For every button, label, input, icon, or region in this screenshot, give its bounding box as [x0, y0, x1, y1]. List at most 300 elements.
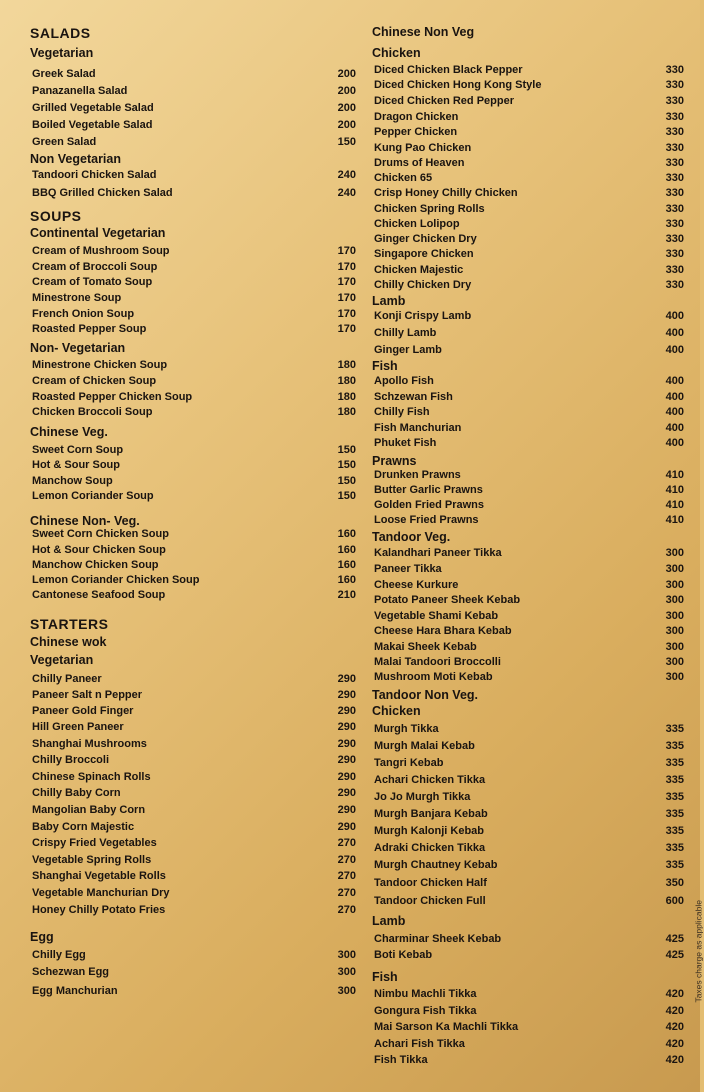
menu-item-sweet-corn-soup — [24, 442, 364, 458]
item-name: Sweet Corn Soup — [32, 444, 124, 456]
item-name: Murgh Tikka — [374, 723, 439, 735]
heading-text: Chinese wok — [30, 635, 107, 649]
item-price: 300 — [665, 625, 684, 637]
item-name: BBQ Grilled Chicken Salad — [32, 187, 173, 199]
menu-item-chilly-broccoli — [24, 752, 364, 768]
item-price: 160 — [337, 544, 356, 556]
menu-item-tandoor-chicken-full — [366, 893, 684, 909]
menu-item-fish-tikka — [366, 1052, 684, 1068]
item-name: Dragon Chicken — [374, 111, 459, 123]
item-price: 200 — [337, 119, 356, 131]
menu-item-diced-chicken-black-pepper — [366, 62, 684, 78]
item-price: 335 — [665, 825, 684, 837]
menu-item-butter-garlic-prawns — [366, 482, 684, 498]
item-price: 180 — [337, 406, 356, 418]
item-name: Jo Jo Murgh Tikka — [374, 791, 471, 803]
heading-text: Fish — [372, 970, 398, 984]
item-price: 410 — [665, 484, 684, 496]
menu-item-jo-jo-murgh-tikka — [366, 789, 684, 805]
item-name: Nimbu Machli Tikka — [374, 988, 477, 1000]
item-price: 270 — [337, 887, 356, 899]
item-name: Konji Crispy Lamb — [374, 310, 472, 322]
heading-text: Continental Vegetarian — [30, 226, 166, 240]
menu-item-schzewan-fish — [366, 389, 684, 405]
item-name: Shanghai Mushrooms — [32, 738, 147, 750]
menu-item-achari-fish-tikka — [366, 1036, 684, 1052]
item-name: Chicken Majestic — [374, 264, 464, 276]
item-price: 400 — [665, 406, 684, 418]
item-name: Malai Tandoori Broccolli — [374, 656, 501, 668]
menu-item-chilly-baby-corn — [24, 785, 364, 801]
item-name: Phuket Fish — [374, 437, 437, 449]
menu-item-cantonese-seafood-soup — [24, 587, 364, 603]
item-price: 150 — [337, 136, 356, 148]
item-price: 170 — [337, 308, 356, 320]
menu-item-adraki-chicken-tikka — [366, 840, 684, 856]
item-price: 350 — [665, 877, 684, 889]
item-price: 420 — [665, 1021, 684, 1033]
item-name: Diced Chicken Black Pepper — [374, 64, 523, 76]
item-price: 270 — [337, 837, 356, 849]
tax-note: Taxes charge as applicable — [694, 900, 704, 1003]
item-price: 300 — [665, 547, 684, 559]
item-name: Cream of Chicken Soup — [32, 375, 157, 387]
item-name: Chicken Lolipop — [374, 218, 460, 230]
item-price: 330 — [665, 79, 684, 91]
item-name: Kung Pao Chicken — [374, 142, 472, 154]
item-price: 240 — [337, 169, 356, 181]
item-name: Singapore Chicken — [374, 248, 474, 260]
menu-item-paneer-gold-finger — [24, 703, 364, 719]
menu-item-murgh-tikka — [366, 721, 684, 737]
menu-item-minestrone-chicken-soup — [24, 357, 364, 373]
menu-item-cheese-hara-bhara-kebab — [366, 623, 684, 639]
menu-item-minestrone-soup — [24, 290, 364, 306]
item-name: Adraki Chicken Tikka — [374, 842, 486, 854]
section-heading-starters — [24, 616, 364, 632]
menu-item-pepper-chicken — [366, 124, 684, 140]
subsection-heading-continental-vegetarian — [24, 225, 364, 241]
heading-text: Chicken — [372, 704, 421, 718]
item-price: 270 — [337, 904, 356, 916]
item-name: Hot & Sour Chicken Soup — [32, 544, 166, 556]
menu-item-cheese-kurkure — [366, 577, 684, 593]
item-name: Cream of Broccoli Soup — [32, 261, 158, 273]
subsection-heading-non-vegetarian — [24, 151, 364, 167]
item-name: Loose Fried Prawns — [374, 514, 479, 526]
item-name: Chilly Egg — [32, 949, 86, 961]
item-name: Tandoor Chicken Full — [374, 895, 486, 907]
menu-item-achari-chicken-tikka — [366, 772, 684, 788]
item-name: Murgh Banjara Kebab — [374, 808, 488, 820]
subsection-heading-egg — [24, 929, 364, 945]
item-name: Tandoori Chicken Salad — [32, 169, 157, 181]
menu-item-shanghai-mushrooms — [24, 736, 364, 752]
item-name: Lemon Coriander Chicken Soup — [32, 574, 200, 586]
item-name: Potato Paneer Sheek Kebab — [374, 594, 521, 606]
menu-item-baby-corn-majestic — [24, 819, 364, 835]
item-name: Mushroom Moti Kebab — [374, 671, 493, 683]
menu-item-murgh-chautney-kebab — [366, 857, 684, 873]
menu-item-konji-crispy-lamb — [366, 308, 684, 324]
item-price: 240 — [337, 187, 356, 199]
item-name: Boiled Vegetable Salad — [32, 119, 153, 131]
menu-item-loose-fried-prawns — [366, 512, 684, 528]
item-price: 270 — [337, 854, 356, 866]
subsection-heading-chinese-veg — [24, 424, 364, 440]
item-price: 180 — [337, 375, 356, 387]
menu-item-charminar-sheek-kebab — [366, 931, 684, 947]
menu-item-paneer-salt-n-pepper — [24, 687, 364, 703]
menu-item-ginger-lamb — [366, 342, 684, 358]
menu-item-crisp-honey-chilly-chicken — [366, 185, 684, 201]
item-name: Drunken Prawns — [374, 469, 461, 481]
menu-item-fish-manchurian — [366, 420, 684, 436]
item-price: 290 — [337, 721, 356, 733]
subsection-heading-lamb — [366, 293, 684, 309]
menu-item-lemon-coriander-soup — [24, 488, 364, 504]
item-price: 300 — [665, 656, 684, 668]
item-price: 330 — [665, 142, 684, 154]
item-price: 270 — [337, 870, 356, 882]
menu-item-french-onion-soup — [24, 306, 364, 322]
item-name: Lemon Coriander Soup — [32, 490, 154, 502]
item-price: 420 — [665, 988, 684, 1000]
item-price: 420 — [665, 1038, 684, 1050]
item-name: Fish Tikka — [374, 1054, 428, 1066]
menu-item-diced-chicken-red-pepper — [366, 93, 684, 109]
menu-item-drunken-prawns — [366, 467, 684, 483]
menu-item-ginger-chicken-dry — [366, 231, 684, 247]
menu-item-chicken-65 — [366, 170, 684, 186]
menu-item-kalandhari-paneer-tikka — [366, 545, 684, 561]
subsection-heading-tandoor-non-veg — [366, 687, 684, 703]
item-price: 330 — [665, 248, 684, 260]
item-price: 335 — [665, 791, 684, 803]
heading-text: Fish — [372, 359, 398, 373]
menu-item-bbq-grilled-chicken-salad — [24, 185, 364, 201]
item-price: 400 — [665, 327, 684, 339]
item-price: 400 — [665, 422, 684, 434]
menu-item-grilled-vegetable-salad — [24, 100, 364, 116]
menu-item-mai-sarson-ka-machli-tikka — [366, 1019, 684, 1035]
menu-item-chilly-egg — [24, 947, 364, 963]
item-name: Mangolian Baby Corn — [32, 804, 146, 816]
item-name: Chicken 65 — [374, 172, 433, 184]
item-price: 290 — [337, 771, 356, 783]
item-price: 300 — [665, 671, 684, 683]
section-heading-salads — [24, 25, 364, 41]
item-price: 290 — [337, 673, 356, 685]
menu-item-makai-sheek-kebab — [366, 639, 684, 655]
item-name: Cream of Tomato Soup — [32, 276, 153, 288]
item-name: Grilled Vegetable Salad — [32, 102, 154, 114]
subsection-heading-fish — [366, 358, 684, 374]
item-price: 330 — [665, 111, 684, 123]
item-name: Manchow Chicken Soup — [32, 559, 159, 571]
item-price: 300 — [665, 594, 684, 606]
item-name: Baby Corn Majestic — [32, 821, 135, 833]
item-price: 290 — [337, 738, 356, 750]
menu-item-vegetable-shami-kebab — [366, 608, 684, 624]
item-price: 600 — [665, 895, 684, 907]
item-price: 335 — [665, 859, 684, 871]
item-price: 335 — [665, 723, 684, 735]
menu-item-chilly-chicken-dry — [366, 277, 684, 293]
item-price: 150 — [337, 459, 356, 471]
item-price: 400 — [665, 375, 684, 387]
item-name: Golden Fried Prawns — [374, 499, 485, 511]
menu-item-drums-of-heaven — [366, 155, 684, 171]
item-price: 300 — [665, 563, 684, 575]
item-name: Murgh Kalonji Kebab — [374, 825, 484, 837]
heading-text: Egg — [30, 930, 54, 944]
item-price: 420 — [665, 1005, 684, 1017]
item-price: 300 — [337, 949, 356, 961]
item-name: Cream of Mushroom Soup — [32, 245, 170, 257]
menu-item-tangri-kebab — [366, 755, 684, 771]
menu-item-potato-paneer-sheek-kebab — [366, 592, 684, 608]
item-price: 330 — [665, 95, 684, 107]
item-price: 400 — [665, 310, 684, 322]
menu-item-chilly-lamb — [366, 325, 684, 341]
item-name: Cheese Hara Bhara Kebab — [374, 625, 512, 637]
item-name: Vegetable Manchurian Dry — [32, 887, 170, 899]
item-price: 335 — [665, 808, 684, 820]
item-price: 170 — [337, 276, 356, 288]
menu-item-roasted-pepper-chicken-soup — [24, 389, 364, 405]
heading-text: Lamb — [372, 294, 406, 308]
item-name: Ginger Chicken Dry — [374, 233, 477, 245]
item-price: 170 — [337, 292, 356, 304]
menu-item-diced-chicken-hong-kong-style — [366, 77, 684, 93]
item-price: 290 — [337, 804, 356, 816]
menu-item-chilly-paneer — [24, 671, 364, 687]
item-name: Chilly Lamb — [374, 327, 437, 339]
menu-item-chicken-lolipop — [366, 216, 684, 232]
menu-item-murgh-kalonji-kebab — [366, 823, 684, 839]
item-price: 300 — [665, 579, 684, 591]
item-name: Chicken Spring Rolls — [374, 203, 485, 215]
item-name: Charminar Sheek Kebab — [374, 933, 502, 945]
item-price: 420 — [665, 1054, 684, 1066]
item-name: Tandoor Chicken Half — [374, 877, 487, 889]
item-name: Paneer Gold Finger — [32, 705, 134, 717]
item-name: Paneer Tikka — [374, 563, 442, 575]
heading-text: Non Vegetarian — [30, 152, 121, 166]
menu-item-golden-fried-prawns — [366, 497, 684, 513]
item-price: 330 — [665, 203, 684, 215]
item-name: Chilly Broccoli — [32, 754, 110, 766]
menu-item-roasted-pepper-soup — [24, 321, 364, 337]
subsection-heading-fish — [366, 969, 684, 985]
menu-item-murgh-malai-kebab — [366, 738, 684, 754]
item-name: Chilly Chicken Dry — [374, 279, 472, 291]
heading-text: Chicken — [372, 46, 421, 60]
menu-item-dragon-chicken — [366, 109, 684, 125]
item-price: 400 — [665, 391, 684, 403]
menu-item-egg-manchurian — [24, 983, 364, 999]
menu-item-manchow-chicken-soup — [24, 557, 364, 573]
menu-item-murgh-banjara-kebab — [366, 806, 684, 822]
item-price: 410 — [665, 469, 684, 481]
item-price: 335 — [665, 774, 684, 786]
item-name: Cheese Kurkure — [374, 579, 459, 591]
menu-item-boiled-vegetable-salad — [24, 117, 364, 133]
menu-item-chicken-broccoli-soup — [24, 404, 364, 420]
item-name: Drums of Heaven — [374, 157, 465, 169]
item-price: 170 — [337, 323, 356, 335]
subsection-heading-vegetarian — [24, 652, 364, 668]
subsection-heading-tandoor-veg — [366, 529, 684, 545]
item-name: Schzewan Fish — [374, 391, 453, 403]
item-name: Diced Chicken Hong Kong Style — [374, 79, 542, 91]
menu-item-chinese-spinach-rolls — [24, 769, 364, 785]
menu-item-mangolian-baby-corn — [24, 802, 364, 818]
item-name: Murgh Malai Kebab — [374, 740, 475, 752]
heading-text: Vegetarian — [30, 653, 94, 667]
item-name: Ginger Lamb — [374, 344, 442, 356]
item-price: 180 — [337, 359, 356, 371]
item-price: 425 — [665, 949, 684, 961]
item-price: 330 — [665, 279, 684, 291]
menu-item-boti-kebab — [366, 947, 684, 963]
menu-item-lemon-coriander-chicken-soup — [24, 572, 364, 588]
subsection-heading-chicken — [366, 703, 684, 719]
item-price: 150 — [337, 475, 356, 487]
item-price: 425 — [665, 933, 684, 945]
item-name: Greek Salad — [32, 68, 96, 80]
heading-text: STARTERS — [30, 616, 109, 632]
item-name: Mai Sarson Ka Machli Tikka — [374, 1021, 519, 1033]
menu-item-tandoori-chicken-salad — [24, 167, 364, 183]
item-price: 330 — [665, 172, 684, 184]
menu-item-cream-of-mushroom-soup — [24, 243, 364, 259]
menu-item-shanghai-vegetable-rolls — [24, 868, 364, 884]
menu-item-mushroom-moti-kebab — [366, 669, 684, 685]
item-name: Chilly Fish — [374, 406, 430, 418]
item-price: 290 — [337, 705, 356, 717]
subsection-heading-lamb — [366, 913, 684, 929]
item-price: 200 — [337, 68, 356, 80]
heading-text: Chinese Non- Veg. — [30, 514, 140, 528]
item-name: French Onion Soup — [32, 308, 135, 320]
item-name: Minestrone Chicken Soup — [32, 359, 168, 371]
heading-text: Prawns — [372, 454, 417, 468]
menu-item-paneer-tikka — [366, 561, 684, 577]
menu-item-hill-green-paneer — [24, 719, 364, 735]
item-name: Cantonese Seafood Soup — [32, 589, 166, 601]
item-name: Schezwan Egg — [32, 966, 110, 978]
item-price: 330 — [665, 264, 684, 276]
subsection-heading-chinese-non-veg — [366, 24, 684, 40]
item-name: Makai Sheek Kebab — [374, 641, 477, 653]
heading-text: Chinese Veg. — [30, 425, 108, 439]
item-name: Fish Manchurian — [374, 422, 462, 434]
item-price: 330 — [665, 157, 684, 169]
item-name: Paneer Salt n Pepper — [32, 689, 143, 701]
item-name: Roasted Pepper Soup — [32, 323, 147, 335]
item-price: 180 — [337, 391, 356, 403]
menu-item-vegetable-manchurian-dry — [24, 885, 364, 901]
item-name: Egg Manchurian — [32, 985, 118, 997]
item-price: 290 — [337, 754, 356, 766]
item-name: Hot & Sour Soup — [32, 459, 120, 471]
item-price: 290 — [337, 787, 356, 799]
menu-item-tandoor-chicken-half — [366, 875, 684, 891]
item-price: 330 — [665, 218, 684, 230]
item-price: 160 — [337, 528, 356, 540]
item-price: 200 — [337, 102, 356, 114]
menu-item-sweet-corn-chicken-soup — [24, 526, 364, 542]
menu-item-singapore-chicken — [366, 246, 684, 262]
menu-item-gongura-fish-tikka — [366, 1003, 684, 1019]
subsection-heading-non-vegetarian — [24, 340, 364, 356]
item-price: 210 — [337, 589, 356, 601]
item-price: 335 — [665, 842, 684, 854]
item-price: 330 — [665, 187, 684, 199]
menu-item-cream-of-chicken-soup — [24, 373, 364, 389]
item-price: 330 — [665, 233, 684, 245]
item-name: Apollo Fish — [374, 375, 434, 387]
menu-item-hot-sour-chicken-soup — [24, 542, 364, 558]
item-price: 335 — [665, 757, 684, 769]
menu-item-hot-sour-soup — [24, 457, 364, 473]
section-heading-soups — [24, 208, 364, 224]
item-price: 200 — [337, 85, 356, 97]
item-name: Roasted Pepper Chicken Soup — [32, 391, 193, 403]
item-name: Crispy Fried Vegetables — [32, 837, 157, 849]
item-price: 300 — [665, 641, 684, 653]
item-name: Achari Chicken Tikka — [374, 774, 486, 786]
subsection-heading-vegetarian — [24, 45, 364, 61]
item-price: 400 — [665, 437, 684, 449]
menu-item-greek-salad — [24, 66, 364, 82]
heading-text: Tandoor Veg. — [372, 530, 451, 544]
heading-text: Vegetarian — [30, 46, 94, 60]
menu-item-nimbu-machli-tikka — [366, 986, 684, 1002]
menu-item-cream-of-tomato-soup — [24, 274, 364, 290]
menu-item-malai-tandoori-broccolli — [366, 654, 684, 670]
item-name: Honey Chilly Potato Fries — [32, 904, 166, 916]
item-price: 290 — [337, 821, 356, 833]
item-name: Sweet Corn Chicken Soup — [32, 528, 169, 540]
item-price: 160 — [337, 574, 356, 586]
item-name: Chinese Spinach Rolls — [32, 771, 151, 783]
item-name: Manchow Soup — [32, 475, 113, 487]
item-name: Chilly Baby Corn — [32, 787, 121, 799]
menu-item-honey-chilly-potato-fries — [24, 902, 364, 918]
item-price: 330 — [665, 64, 684, 76]
item-name: Gongura Fish Tikka — [374, 1005, 477, 1017]
item-name: Achari Fish Tikka — [374, 1038, 465, 1050]
menu-item-vegetable-spring-rolls — [24, 852, 364, 868]
item-name: Panazanella Salad — [32, 85, 128, 97]
item-price: 330 — [665, 126, 684, 138]
item-price: 400 — [665, 344, 684, 356]
heading-text: Non- Vegetarian — [30, 341, 126, 355]
menu-item-chicken-spring-rolls — [366, 201, 684, 217]
item-price: 410 — [665, 514, 684, 526]
item-price: 170 — [337, 261, 356, 273]
subsection-heading-chinese-wok — [24, 634, 364, 650]
menu-item-crispy-fried-vegetables — [24, 835, 364, 851]
menu-item-chilly-fish — [366, 404, 684, 420]
heading-text: Lamb — [372, 914, 406, 928]
item-name: Butter Garlic Prawns — [374, 484, 483, 496]
item-name: Murgh Chautney Kebab — [374, 859, 498, 871]
item-price: 335 — [665, 740, 684, 752]
